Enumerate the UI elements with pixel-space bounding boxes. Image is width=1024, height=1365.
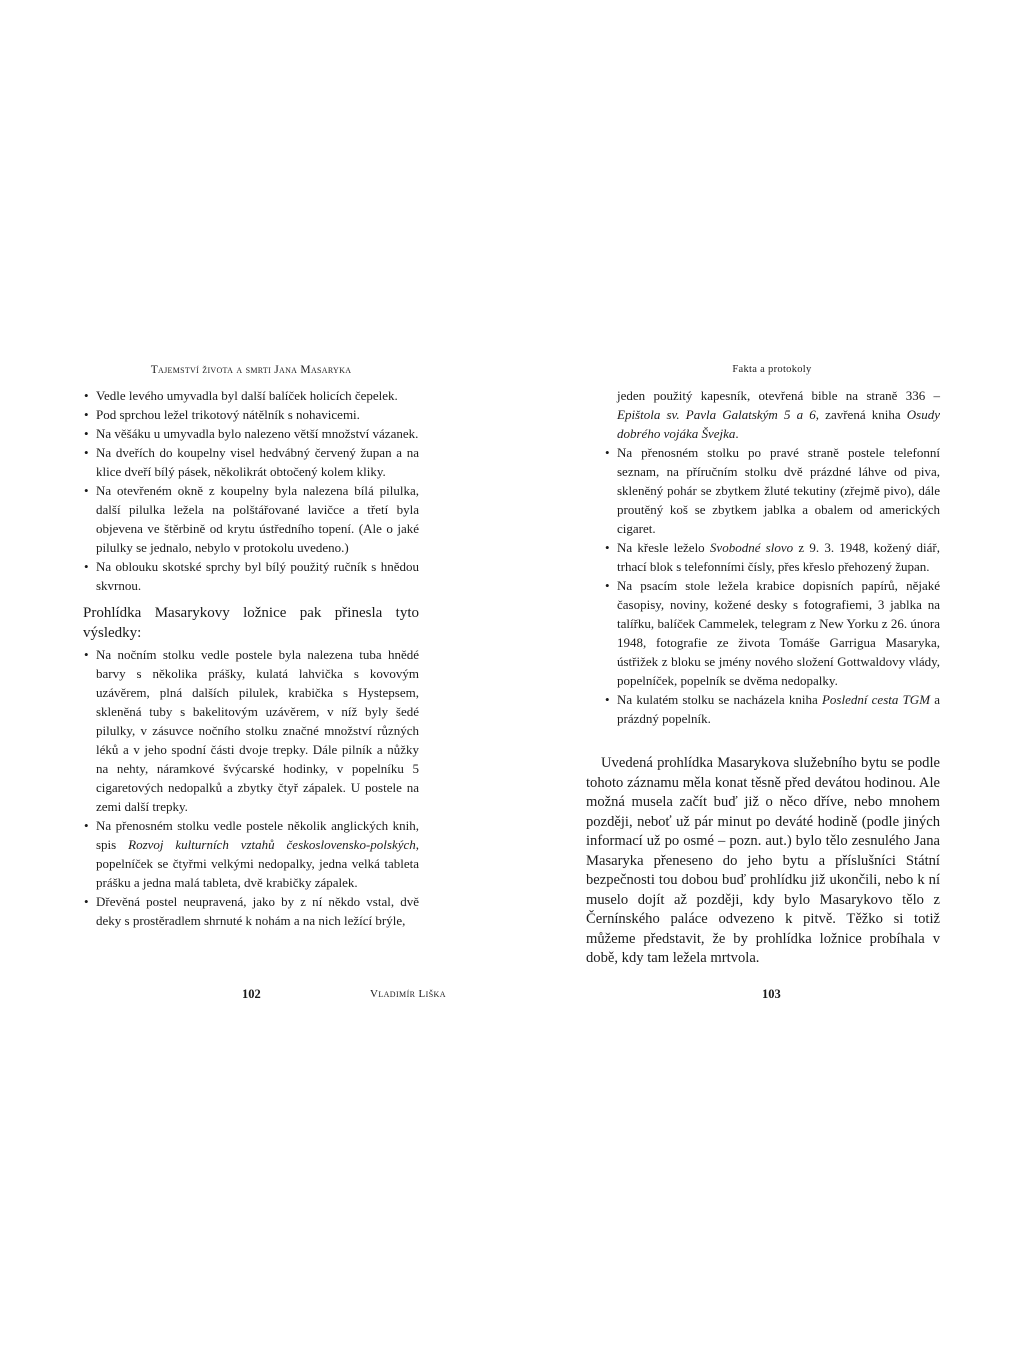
bedroom-intro: Prohlídka Masarykovy ložnice pak přinesla tyto výsledky: xyxy=(83,605,419,641)
list-item: • Na psacím stole ležela krabice dopisních papírů, nějaké časopisy, noviny, kožené desky s fotografiemi, 3 jablka na talířku, balíček Cammelek, telegram z New Yorku z 26. února 1948, fotografie ze života Tomáše Garrigua Masaryka, ústřižek z bloku se jmény nového složení Gottwaldovy vlády, popelníček, popelník se dvěma nedopalky. xyxy=(604,576,940,690)
list-item: • Vedle levého umyvadla byl další balíček holicích čepelek. xyxy=(83,386,419,405)
text-span: , popelníček se čtyřmi velkými nedopalky, jedna velká tableta prášku a jedna malá tableta, dvě krabičky zápalek. xyxy=(96,837,419,890)
newspaper-title: Svobodné slovo xyxy=(709,540,794,555)
list-item: • Na věšáku u umyvadla bylo nalezeno větší množství vázanek. xyxy=(83,424,419,443)
list-item xyxy=(604,690,940,728)
list-item-continuation xyxy=(604,386,940,443)
list-item xyxy=(604,538,940,576)
bedroom-items-continued-list xyxy=(604,386,940,728)
text-span: , zavřená kniha xyxy=(815,407,907,422)
bible-reference: Epištola sv. Pavla Galatským 5 a 6 xyxy=(617,407,816,422)
book-title: Osudy dobrého vojáka Švejka xyxy=(617,407,940,441)
text-span: . xyxy=(735,426,739,441)
left-page-number: 102 xyxy=(242,987,261,1001)
right-running-head: Fakta a protokoly xyxy=(732,364,812,375)
text-span: Na křesle leželo xyxy=(617,540,710,555)
text-span: Na kulatém stolku se nacházela kniha xyxy=(617,692,822,707)
text-span: a prázdný popelník. xyxy=(617,692,941,726)
text-span: z 9. 3. 1948, kožený diář, trhací blok s telefonními čísly, přes křeslo přehozený župan. xyxy=(617,540,941,574)
list-item xyxy=(83,816,419,892)
left-running-head: Tajemství života a smrti Jana Masaryka xyxy=(150,364,352,376)
bedroom-items-list xyxy=(83,645,419,930)
list-item: • Na otevřeném okně z koupelny byla nalezena bílá pilulka, další pilulka ležela na polštářované lavičce a třetí byla objevena ve štěrbině od krytu ústředního topení. (Ale o jaké pilulky se jednalo, nebylo v protokolu uvedeno.) xyxy=(83,481,419,557)
closing-paragraph: Uvedená prohlídka Masarykova služebního bytu se podle tohoto záznamu měla konat těsně před devátou hodinou. Ale možná musela začít buď již o něco dříve, nebo mnohem později, neboť už pár minut po deváté hodině (podle jiných informací už po osmé – pozn. aut.) bylo tělo zesnulého Jana Masaryka přeneseno do jeho bytu a příslušníci Státní bezpečnosti tou dobou buď prohlídku již ukončili, nebo k ní muselo dojít až později, kdy bylo Masarykovo tělo z Černínského paláce odvezeno k pitvě. Těžko si totiž můžeme představit, že by prohlídka ložnice probíhala v době, kdy tam ležela mrtvola. xyxy=(586,755,940,966)
left-page xyxy=(83,360,419,930)
list-item: • Na přenosném stolku po pravé straně postele telefonní seznam, na příručním stolku dvě prázdné láhve od piva, skleněný pohár se zbytkem žluté tekutiny (zřejmě pivo), dále proutěný koš se zbytkem jablka a obalem od amerických cigaret. xyxy=(604,443,940,538)
text-span: Na přenosném stolku vedle postele několik anglických knih, spis xyxy=(96,818,419,852)
right-page xyxy=(586,360,941,969)
list-item: • Na oblouku skotské sprchy byl bílý použitý ručník s hnědou skvrnou. xyxy=(83,557,419,595)
list-item: • Pod sprchou ležel trikotový nátělník s nohavicemi. xyxy=(83,405,419,424)
list-item: • Dřevěná postel neupravená, jako by z ní někdo vstal, dvě deky s prostěradlem shrnuté k nohám a na nich ležící brýle, xyxy=(83,892,419,930)
text-span: jeden použitý kapesník, otevřená bible na straně 336 – xyxy=(617,388,940,403)
book-title: Rozvoj kulturních vztahů československo-polských xyxy=(128,837,416,852)
right-page-number: 103 xyxy=(762,987,781,1001)
list-item: • Na nočním stolku vedle postele byla nalezena tuba hnědé barvy s několika prášky, kulatá lahvička s kovovým uzávěrem, plná dalších pilulek, krabička s Hystepsem, skleněná tuby s bakelitovým uzávěrem, v níž byly šedé pilulky, v zásuvce nočního stolku značné množství různých léků a v jeho spodní části dvoje trepky. Dále pilník a nůžky na nehty, náramkové švýcarské hodinky, v popelníku 5 cigaretových nedopalků a zbytky čtyř zápalek. U postele na zemi další trepky. xyxy=(83,645,419,816)
list-item: • Na dveřích do koupelny visel hedvábný červený župan a na klice dveří bílý pásek, několikrát obtočený kolem kliky. xyxy=(83,443,419,481)
bathroom-items-list xyxy=(83,386,419,595)
book-title: Poslední cesta TGM xyxy=(821,692,931,707)
footer-author: Vladimír Liška xyxy=(370,988,446,1000)
